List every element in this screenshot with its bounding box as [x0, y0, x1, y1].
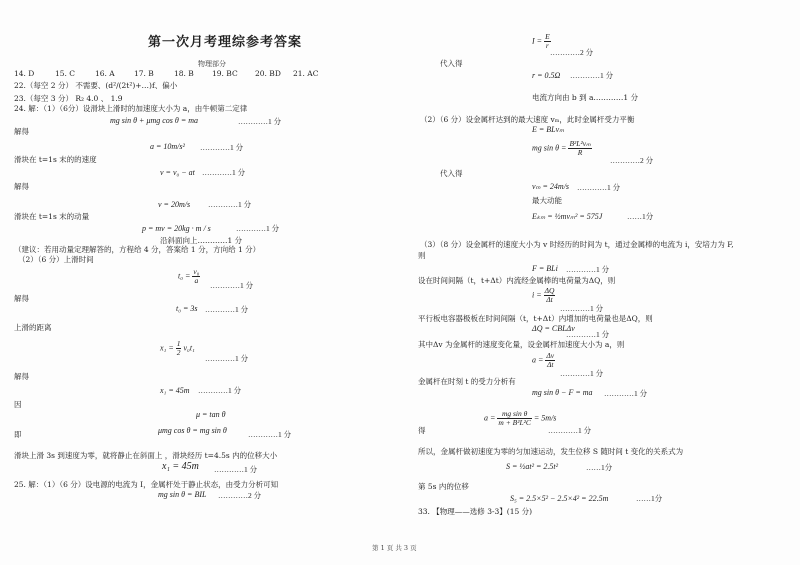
denominator: a: [194, 276, 199, 285]
denominator: 2: [176, 348, 181, 357]
speed-text: 滑块在 t=1s 末的的速度: [14, 155, 97, 164]
denominator: Δt: [547, 360, 554, 369]
max-ke-text: 最大动能: [532, 196, 562, 205]
equation-v20: v = 20m/s: [158, 200, 191, 209]
numerator: Δv: [546, 351, 555, 360]
advice-text: （建议：若用动量定理解答的，方程给 4 分，答案给 1 分，方向给 1 分）: [14, 245, 261, 254]
equation-acc-fraction: [532, 352, 555, 369]
denominator: Δt: [546, 295, 553, 304]
fraction: [176, 340, 182, 357]
equation-dQ: ΔQ = CBLΔv: [532, 324, 575, 333]
denominator: m + B²L²C: [498, 418, 531, 427]
distance-text: 上滑的距离: [14, 323, 52, 332]
answer-20: 20. BD: [255, 69, 281, 78]
answer-14: 14. D: [14, 69, 35, 78]
score-mark: …………2 分: [218, 491, 262, 500]
interval-text: 设在时间间隔（t，t+Δt）内流经金属棒的电荷量为ΔQ，则: [418, 276, 616, 285]
equation-v: v = v₀ − at: [160, 168, 195, 177]
score-mark: …………1 分: [205, 305, 249, 314]
equation-F: F = BLi: [532, 264, 558, 273]
equation-x1-fraction: [160, 340, 195, 357]
score-mark: …………1 分: [566, 265, 610, 274]
fraction: [192, 268, 200, 285]
equation-x45: x₁ = 45m: [162, 461, 199, 472]
equation-ekm: Eₖₘ = ½mvₘ² = 575J: [532, 212, 603, 221]
numerator: B²L²vₘ: [569, 139, 591, 148]
label-daiji: 代入得: [440, 169, 463, 178]
equation-S5: S₅ = 2.5×5² − 2.5×4² = 22.5m: [510, 494, 609, 503]
fraction: [568, 140, 591, 157]
score-mark: …………1 分: [577, 183, 621, 192]
numerator: ΔQ: [544, 286, 555, 295]
score-mark: …………1 分: [238, 117, 282, 126]
force-analysis-text: 金属杆在时刻 t 的受力分析有: [418, 377, 516, 386]
answer-19: 19. BC: [212, 69, 238, 78]
eq-lhs: mg sin θ =: [532, 143, 567, 153]
fraction: [544, 287, 556, 304]
label-jiede: 解得: [14, 294, 29, 303]
answer-23: 23.（每空 3 分） R₂ 4.0 、 1.9: [14, 94, 123, 103]
label-yin: 因: [14, 400, 22, 409]
answer-18: 18. B: [174, 69, 194, 78]
eq-lhs: I =: [532, 36, 543, 46]
equation-a: a = 10m/s²: [150, 142, 185, 151]
score-mark: …………1 分: [560, 369, 604, 378]
label-ji: 即: [14, 430, 22, 439]
part25-2-text: （2）（6 分）设金属杆达到的最大速度 vₘ，此时金属杆受力平衡: [420, 115, 635, 124]
score-mark: …………1 分: [248, 430, 292, 439]
label-de: 得: [418, 426, 426, 435]
eq-rhs: v₀t₁: [183, 343, 195, 353]
fraction: [497, 410, 531, 427]
equation-t0: t₀ = 3s: [176, 304, 198, 313]
score-mark: …………1 分: [560, 304, 604, 313]
eq-lhs: a =: [484, 413, 496, 423]
equation-final-a: [484, 410, 556, 427]
score-mark: …………1 分: [604, 389, 648, 398]
conclusion-text: 所以，金属杆做初速度为零的匀加速运动，发生位移 S 随时间 t 变化的关系式为: [418, 447, 684, 456]
numerator: E: [545, 32, 550, 41]
label-jiede: 解得: [14, 127, 29, 136]
label-ze: 则: [418, 251, 426, 260]
score-mark: …………1 分: [566, 330, 610, 339]
equation-vm: vₘ = 24m/s: [532, 182, 570, 191]
label-jiede: 解得: [14, 372, 29, 381]
physics-section-label: 物理部分: [198, 60, 226, 68]
page-footer: 第 1 页 共 3 页: [372, 544, 417, 552]
fraction: [545, 352, 555, 369]
dv-text: 其中Δv 为金属杆的速度变化量，设金属杆加速度大小为 a，则: [418, 340, 625, 349]
score-mark: …………2 分: [550, 48, 594, 57]
score-mark: …………1 分: [208, 200, 252, 209]
score-mark: ……1分: [636, 494, 663, 503]
denominator: R: [577, 148, 583, 157]
q24-equation-newton: mg sin θ + μmg cos θ = ma: [110, 116, 199, 125]
score-mark: ……1分: [627, 212, 654, 221]
score-mark: …………1 分: [210, 281, 254, 290]
equation-mumg: μmg cos θ = mg sin θ: [158, 426, 227, 435]
current-direction: 电流方向由 b 到 a…………1 分: [532, 93, 639, 102]
equation-i-fraction: [532, 287, 555, 304]
score-mark: ……1分: [586, 463, 613, 472]
eq-lhs: a =: [532, 355, 544, 365]
equation-force: mg sin θ = BIL: [158, 490, 207, 499]
numerator: v₀: [193, 267, 200, 276]
answer-21: 21. AC: [293, 69, 319, 78]
answer-15: 15. C: [55, 69, 76, 78]
numerator: mg sin θ: [497, 410, 531, 419]
score-mark: …………1 分: [202, 168, 246, 177]
numerator: 1: [176, 339, 181, 348]
q25-intro: 25. 解：（1）（6 分）设电源的电流为 I，金属杆处于静止状态，由受力分析可知: [14, 480, 279, 489]
score-mark: …………1 分: [205, 354, 249, 363]
equation-t0-fraction: [178, 268, 200, 285]
equation-S: S = ½at² = 2.5t²: [506, 462, 559, 471]
eq-lhs: i =: [532, 290, 542, 300]
equation-r: r = 0.5Ω: [532, 71, 561, 80]
score-mark: …………1 分: [570, 71, 614, 80]
answer-22: 22.（每空 2 分） 不需要、(d²/(2t²)+…)f、偏小: [14, 81, 178, 90]
q33-heading: 33. 【物理——选修 3-3】(15 分): [418, 507, 533, 516]
equation-E: E = BLvₘ: [532, 125, 565, 134]
capacitor-text: 平行板电容器极板在时间间隔（t，t+Δt）内增加的电荷量也是ΔQ，则: [418, 314, 653, 323]
score-mark: …………1 分: [214, 465, 258, 474]
equation-mu: μ = tan θ: [196, 410, 226, 419]
equation-current-fraction: [532, 33, 551, 50]
equation-x1: x₁ = 45m: [160, 386, 190, 395]
part25-3-text: （3）（8 分）设金属杆的速度大小为 v 时经历的时间为 t，通过金属棒的电流为 i，安培力为 F,: [420, 240, 734, 249]
label-jiede: 解得: [14, 182, 29, 191]
eq-rhs: = 5m/s: [533, 413, 557, 423]
label-daiji: 代入得: [440, 59, 463, 68]
answer-17: 17. B: [134, 69, 154, 78]
equation-p: p = mv = 20kg · m / s: [142, 224, 211, 233]
momentum-text: 滑块在 t=1s 末的动量: [14, 212, 90, 221]
denominator: r: [545, 41, 549, 50]
stop-text: 滑块上滑 3s 到速度为零，就将静止在斜面上 ，滑块经历 t=4.5s 内的位移大小: [14, 451, 278, 460]
score-mark: …………1 分: [200, 143, 244, 152]
score-mark: …………1 分: [236, 224, 280, 233]
eq-lhs: t₀ =: [178, 271, 191, 281]
score-mark: …………1 分: [198, 386, 242, 395]
score-mark: …………2 分: [610, 156, 654, 165]
answer-16: 16. A: [95, 69, 115, 78]
score-mark: …………1 分: [548, 426, 592, 435]
equation-newton2: mg sin θ − F = ma: [532, 388, 593, 397]
eq-lhs: x₁ =: [160, 343, 174, 353]
direction-text: 沿斜面向上…………1 分: [160, 236, 243, 245]
fifth-second-text: 第 5s 内的位移: [418, 482, 469, 491]
part2-text: （2）（6 分）上滑时间: [18, 255, 94, 264]
equation-mg-fraction: [532, 140, 592, 157]
q24-intro: 24. 解：（1）（6分）设滑块上滑时的加速度大小为 a，由牛顿第二定律: [14, 104, 248, 113]
page-title: 第一次月考理综参考答案: [148, 35, 303, 50]
